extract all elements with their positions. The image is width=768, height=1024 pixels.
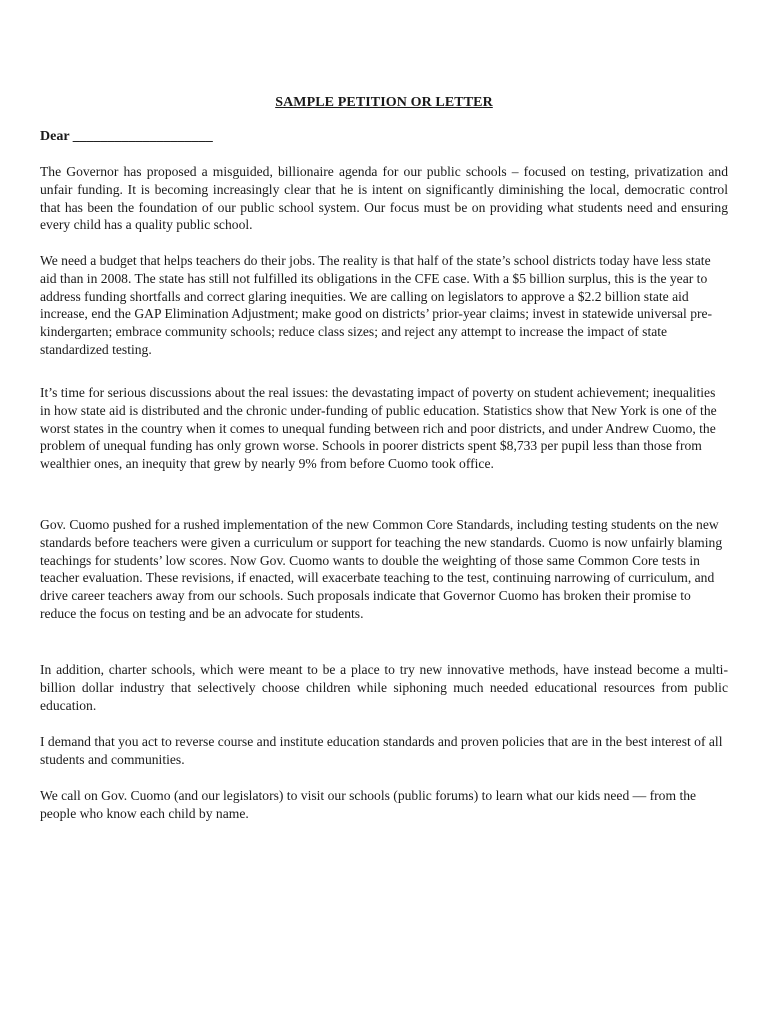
paragraph-governor-agenda: The Governor has proposed a misguided, billionaire agenda for our public schools – focused on testing, privatization and unfair funding. It is becoming increasingly clear that he is intent on significantly diminishing the local, democratic control that has been the foundation of our public school system. Our focus must be on providing what students need and ensuring every child has a quality public school.	[40, 164, 728, 233]
document-title: SAMPLE PETITION OR LETTER	[275, 95, 493, 110]
paragraph-demand: I demand that you act to reverse course and institute education standards and proven policies that are in the best interest of all students and communities.	[40, 734, 723, 767]
paragraph-charter-schools: In addition, charter schools, which were meant to be a place to try new innovative methods, have instead become a multi-billion dollar industry that selectively choose children while siphoning much needed educational resources from public education.	[40, 662, 728, 713]
paragraph-budget: We need a budget that helps teachers do their jobs. The reality is that half of the state’s school districts today have less state aid than in 2008. The state has still not fulfilled its obligations in the CFE case. With a $5 billion surplus, this is the year to address funding shortfalls and correct glaring inequities. We are calling on legislators to approve a $2.2 billion state aid increase, end the GAP Elimination Adjustment; make good on districts’ prior-year claims; invest in statewide universal pre-kindergarten; embrace community schools; reduce class sizes; and reject any attempt to increase the impact of state standardized testing.	[40, 253, 713, 357]
paragraph-common-core: Gov. Cuomo pushed for a rushed implementation of the new Common Core Standards, including testing students on the new standards before teachers were given a curriculum or support for teaching the new standards. Cuomo is now unfairly blaming teachings for students’ low scores. Now Gov. Cuomo wants to double the weighting of those same Common Core tests in teacher evaluation. These revisions, if enacted, will exacerbate teaching to the test, continuing narrowing of curriculum, and drive career teachers away from our schools. Such proposals indicate that Governor Cuomo has broken their promise to reduce the focus on testing and be an advocate for students.	[40, 517, 723, 621]
paragraph-funding-inequality: It’s time for serious discussions about the real issues: the devastating impact of poverty on student achievement; inequalities in how state aid is distributed and the chronic under-funding of public education. Statistics show that New York is one of the worst states in the country when it comes to unequal funding between rich and poor districts, and under Andrew Cuomo, the problem of unequal funding has only grown worse. Schools in poorer districts spent $8,733 per pupil less than those from wealthier ones, an inequity that grew by nearly 9% from before Cuomo took office.	[40, 385, 717, 472]
paragraph-call-to-visit: We call on Gov. Cuomo (and our legislators) to visit our schools (public forums) to learn what our kids need — from the people who know each child by name.	[40, 788, 697, 821]
salutation: Dear ____________________	[40, 129, 213, 144]
